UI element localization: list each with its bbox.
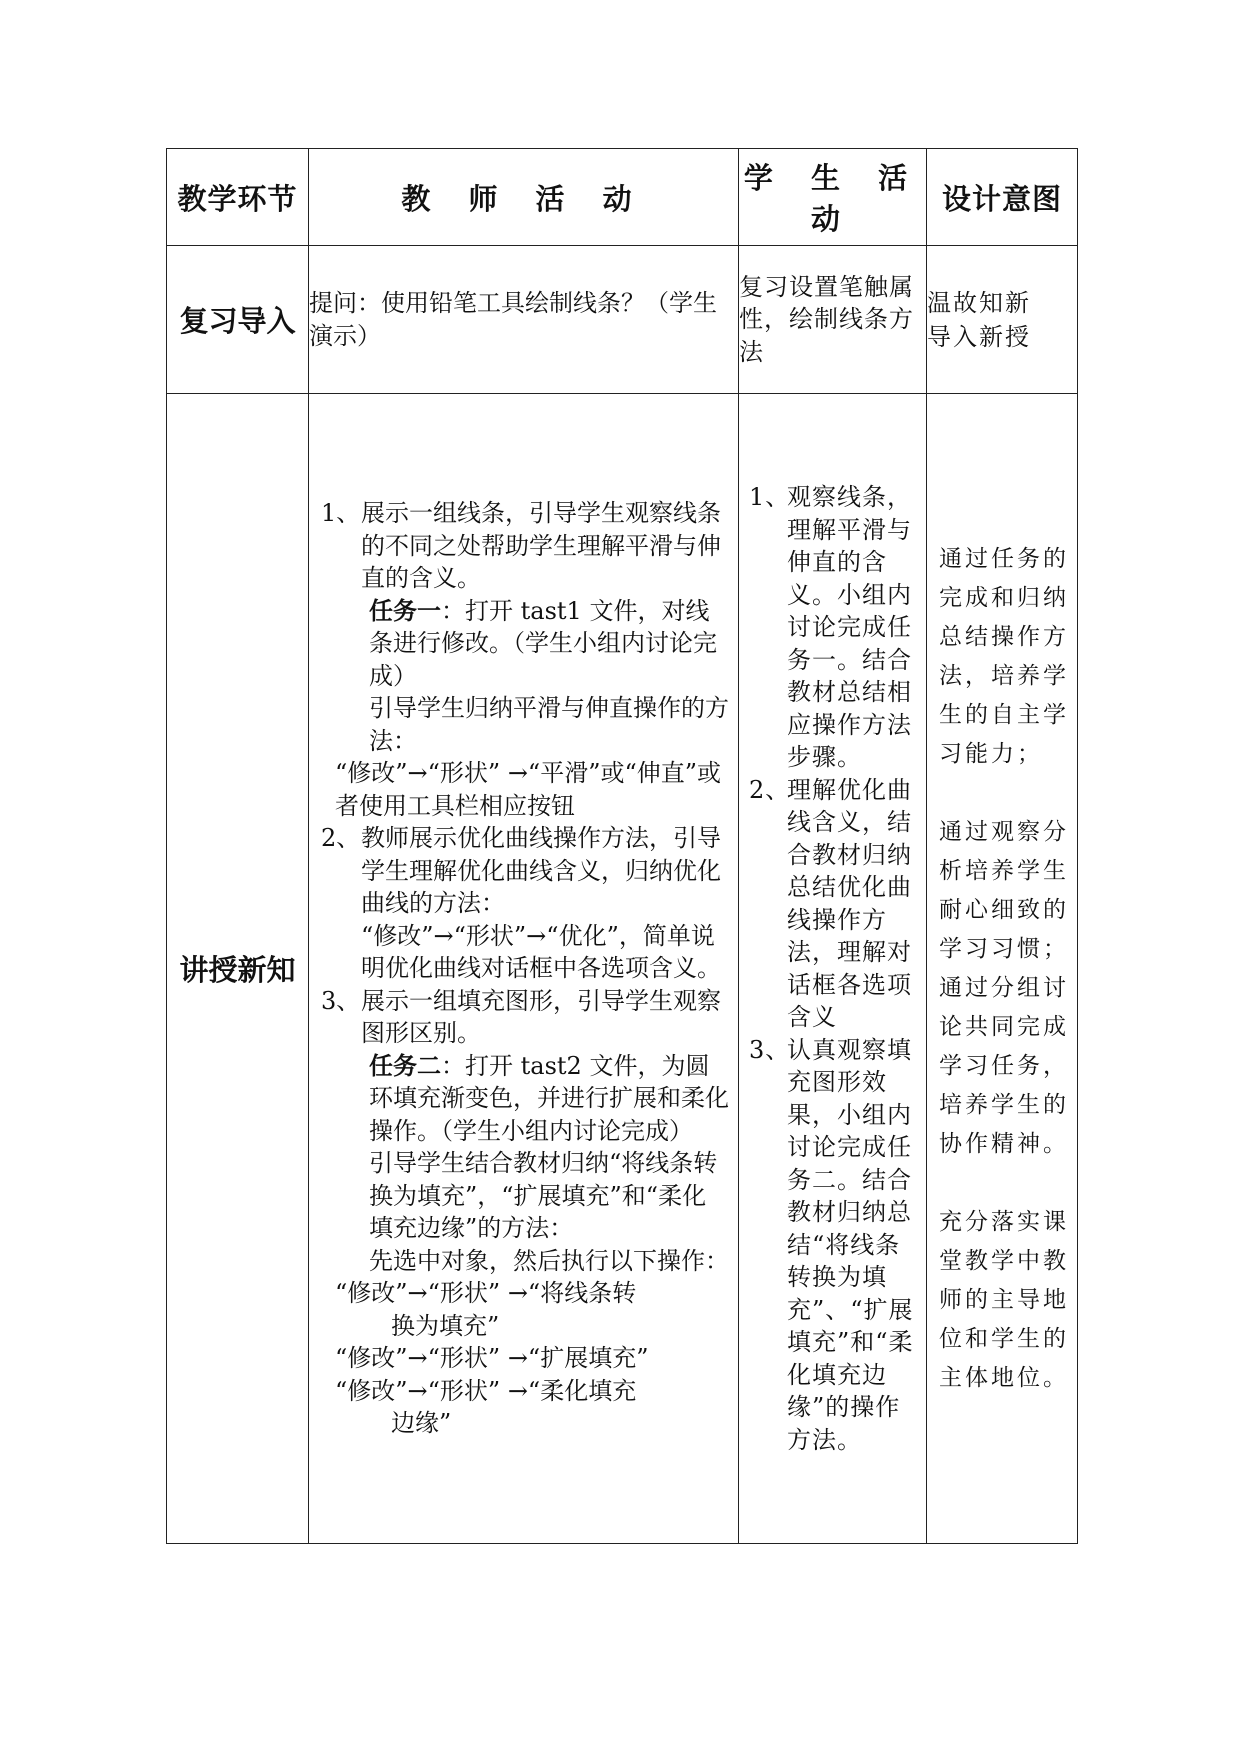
header-student-activity: 学 生 活 动 — [739, 149, 927, 246]
teaching-teacher-activity — [309, 394, 739, 1544]
item-number: 1、 — [749, 483, 791, 511]
teacher-item-3 — [321, 985, 730, 1440]
item-number: 2、 — [321, 824, 361, 853]
guide-text: 先选中对象，然后执行以下操作： — [369, 1246, 729, 1275]
teacher-item-2 — [321, 822, 730, 985]
lesson-plan-table — [166, 148, 1078, 1544]
operation-path: “修改”→“形状” →“柔化填充 — [335, 1376, 637, 1405]
intent-paragraph: 通过分组讨论共同完成学习任务，培养学生的协作精神。 — [939, 974, 1069, 1157]
item-text: 展示一组线条，引导学生观察线条的不同之处帮助学生理解平滑与伸直的含义。 — [361, 499, 721, 593]
header-stage: 教学环节 — [167, 149, 309, 246]
task-one-label: 任务一 — [369, 595, 441, 625]
item-text: 展示一组填充图形，引导学生观察图形区别。 — [361, 986, 721, 1048]
student-item-2 — [749, 774, 922, 1034]
operation-path: “修改”→“形状” →“将线条转 — [335, 1279, 637, 1308]
review-teacher-activity: 提问：使用铅笔工具绘制线条？（学生演示） — [309, 246, 739, 394]
teacher-item-1 — [321, 497, 730, 822]
header-row — [167, 149, 1078, 246]
item-text: 教师展示优化曲线操作方法，引导学生理解优化曲线含义，归纳优化曲线的方法： — [361, 824, 721, 918]
review-row — [167, 246, 1078, 394]
item-number: 2、 — [749, 775, 791, 804]
teaching-student-activity — [739, 394, 927, 1544]
student-item-1 — [749, 481, 922, 774]
teaching-row — [167, 394, 1078, 1544]
item-number: 3、 — [749, 1035, 791, 1064]
item-text: 认真观察填充图形效果，小组内讨论完成任务二。结合教材归纳总结“将线条转换为填充”、“扩展填充”和“柔化填充边缘”的操作方法。 — [787, 1035, 914, 1454]
header-teacher-activity: 教 师 活 动 — [309, 149, 739, 246]
teaching-design-intent — [927, 394, 1078, 1544]
operation-path-cont: 边缘” — [391, 1409, 452, 1438]
intent-paragraph: 通过观察分析培养学生耐心细致的学习习惯； — [939, 818, 1069, 962]
header-design-intent: 设计意图 — [927, 149, 1078, 246]
student-item-3 — [749, 1034, 922, 1457]
task-two-label: 任务二 — [369, 1050, 441, 1080]
item-number: 3、 — [321, 986, 361, 1015]
review-student-activity: 复习设置笔触属性，绘制线条方法 — [739, 246, 927, 394]
operation-path: “修改”→“形状”→“优化”，简单说明优化曲线对话框中各选项含义。 — [361, 921, 721, 983]
guide-text: 引导学生归纳平滑与伸直操作的方法： — [369, 694, 729, 755]
item-text: 理解优化曲线含义，结合教材归纳总结优化曲线操作方法，理解对话框各选项含义 — [787, 775, 912, 1031]
task-one — [361, 595, 730, 693]
guide-text: 引导学生结合教材归纳“将线条转换为填充”，“扩展填充”和“柔化填充边缘”的方法： — [369, 1149, 718, 1243]
review-design-intent — [927, 246, 1078, 394]
operation-path: “修改”→“形状” →“平滑”或“伸直”或者使用工具栏相应按钮 — [335, 759, 722, 820]
task-one-text: ：打开 tast1 文件，对线条进行修改。（学生小组内讨论完成） — [369, 596, 717, 690]
stage-teaching: 讲授新知 — [167, 394, 309, 1544]
stage-review: 复习导入 — [167, 246, 309, 394]
task-two-text: ：打开 tast2 文件，为圆环填充渐变色，并进行扩展和柔化操作。（学生小组内讨论完成） — [369, 1051, 729, 1145]
intent-paragraph: 充分落实课堂教学中教师的主导地位和学生的主体地位。 — [939, 1208, 1069, 1391]
intent-paragraph: 通过任务的完成和归纳总结操作方法，培养学生的自主学习能力； — [939, 545, 1069, 767]
item-number: 1、 — [321, 499, 361, 528]
operation-path: “修改”→“形状” →“扩展填充” — [335, 1344, 649, 1373]
intent-line: 导入新授 — [927, 322, 1031, 351]
intent-line: 温故知新 — [927, 288, 1031, 317]
task-two — [361, 1050, 730, 1148]
operation-path-cont: 换为填充” — [391, 1311, 500, 1340]
item-text: 观察线条，理解平滑与伸直的含义。小组内讨论完成任务一。结合教材总结相应操作方法步骤。 — [787, 483, 912, 771]
